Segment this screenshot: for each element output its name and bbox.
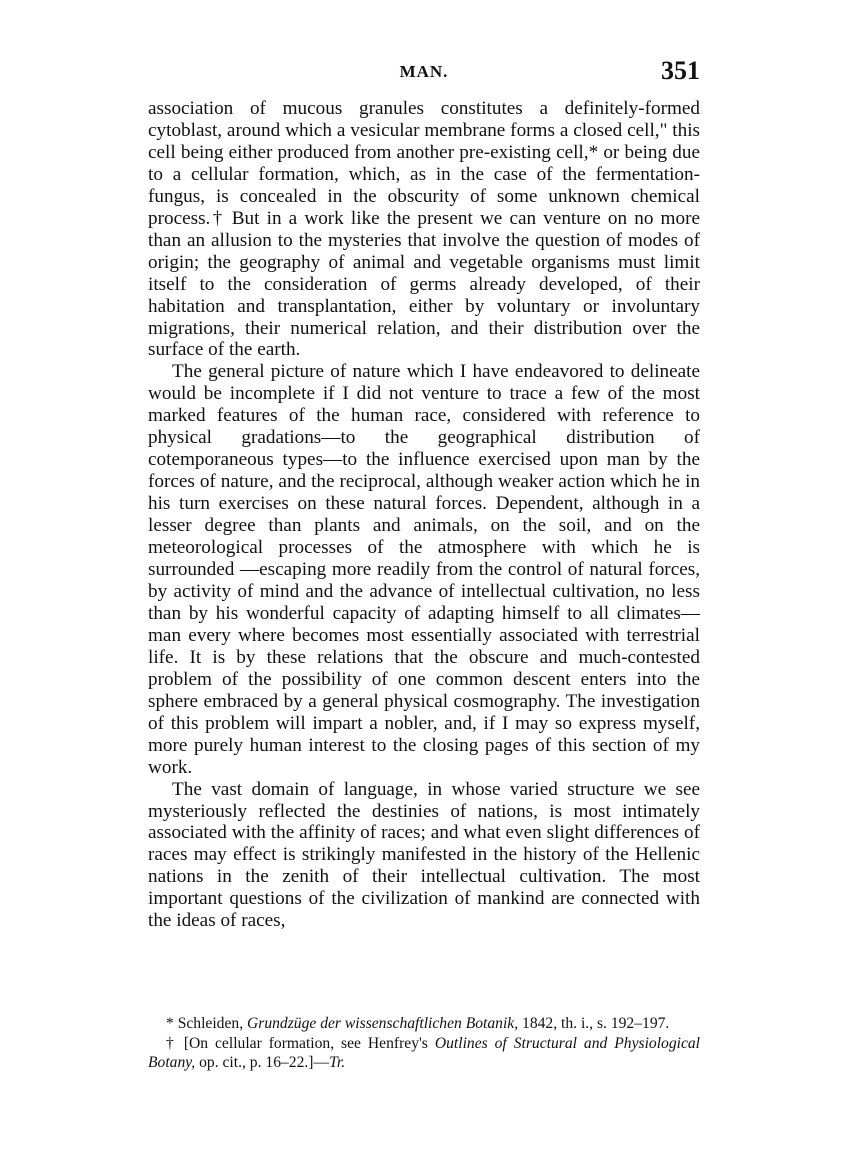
footnote-prefix: [On cellular formation, see Henfrey's (183, 1034, 428, 1052)
footnote-translator: Tr. (329, 1054, 346, 1071)
page-number: 351 (661, 56, 700, 85)
page-header (148, 56, 700, 86)
footnote-marker: † (166, 1034, 177, 1052)
paragraph-1: association of mucous granules constitutes a definitely-formed cytoblast, around which a vesicular membrane forms a closed cell," this cell being either produced from another pre-existing cell,* or being due to a cellular formation, which, as in the case of the fermentation-fungus, is concealed in the obscurity of some unknown chemical process.† But in a work like the present we can venture on no more than an allusion to the mysteries that involve the question of modes of origin; the geography of animal and vegetable organisms must limit itself to the consideration of germs already developed, of their habitation and transplantation, either by voluntary or involuntary migrations, their numerical relation, and their distribution over the surface of the earth. (148, 98, 700, 361)
footnote-author: Schleiden, (177, 1015, 244, 1032)
paragraph-2: The general picture of nature which I have endeavored to delineate would be incomplete if I did not venture to trace a few of the most marked features of the human race, considered with reference to physical gradations—to the geographical distribution of cotemporaneous types—to the influence exercised upon man by the forces of nature, and the reciprocal, although weaker action which he in his turn exercises on these natural forces. Dependent, although in a lesser degree than plants and animals, on the soil, and on the meteorological processes of the atmosphere with which he is surrounded —escaping more readily from the control of natural forces, by activity of mind and the advance of intellectual cultivation, no less than by his wonderful capacity of adapting himself to all climates—man every where becomes most essentially associated with terrestrial life. It is by these relations that the obscure and much-contested problem of the possibility of one common descent enters into the sphere embraced by a general physical cosmography. The investigation of this problem will impart a nobler, and, if I may so express myself, more purely human interest to the closing pages of this section of my work. (148, 361, 700, 778)
body-text (148, 98, 700, 932)
paragraph-3: The vast domain of language, in whose varied structure we see mysteriously reflected the destinies of nations, is most intimately associated with the affinity of races; and what even slight differences of races may effect is strikingly manifested in the history of the Hellenic nations in the zenith of their intellectual cultivation. The most important questions of the civilization of mankind are connected with the ideas of races, (148, 778, 700, 932)
footnote-marker: * (166, 1015, 174, 1032)
footnote-title: Grundzüge der wissenschaftlichen Botanik, (247, 1015, 519, 1032)
footnote-title: Outlines of Structural and Physiological Botany, (148, 1034, 701, 1071)
footnote-reference: 1842, th. i., s. 192–197. (522, 1015, 670, 1032)
footnote-1 (148, 1014, 700, 1034)
running-head: MAN. (399, 62, 449, 81)
footnote-reference: op. cit., p. 16–22.]— (199, 1054, 330, 1071)
footnote-2 (148, 1034, 700, 1073)
footnotes (148, 1014, 700, 1073)
